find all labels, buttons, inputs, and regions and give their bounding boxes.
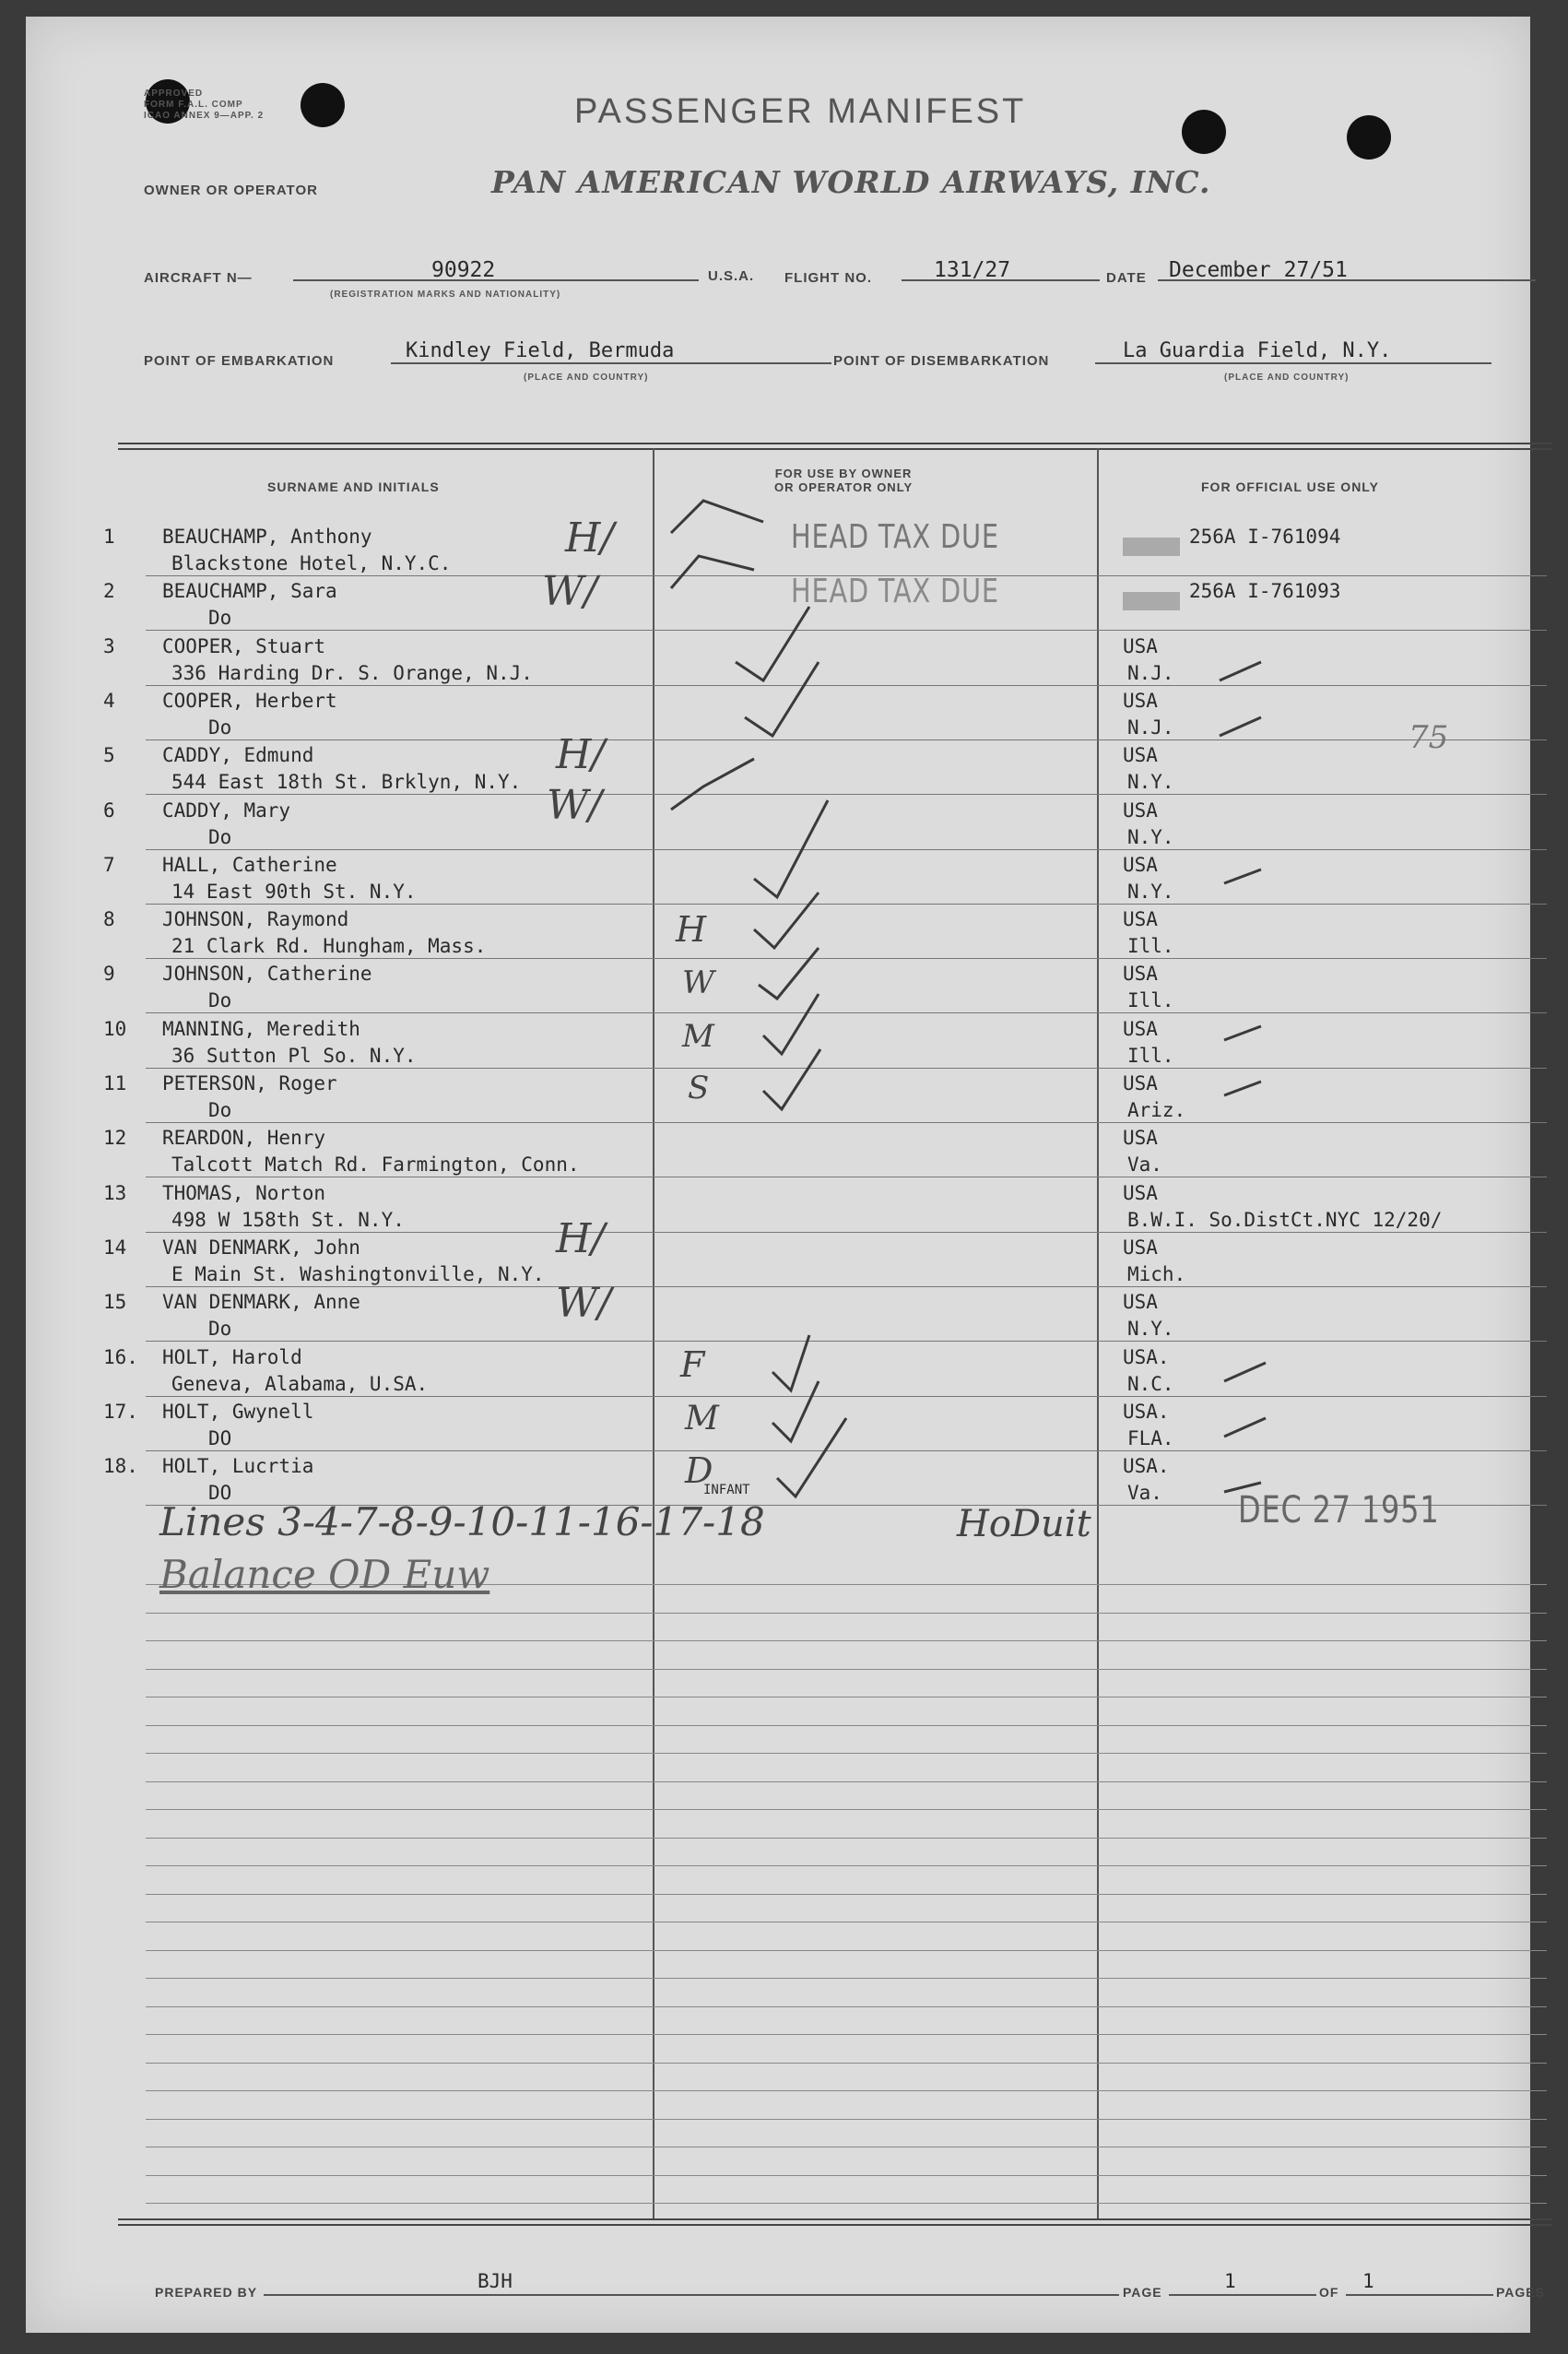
check-mark-icon bbox=[1220, 717, 1261, 736]
passenger-name: THOMAS, Norton bbox=[162, 1181, 326, 1204]
disembark-label: POINT OF DISEMBARKATION bbox=[833, 353, 1050, 369]
handwritten-mark: W/ bbox=[542, 568, 598, 615]
aircraft-caption: (REGISTRATION MARKS AND NATIONALITY) bbox=[330, 290, 561, 300]
passenger-address: Do bbox=[208, 716, 232, 739]
disembark-value: La Guardia Field, N.Y. bbox=[1123, 339, 1392, 362]
passenger-name: VAN DENMARK, John bbox=[162, 1236, 360, 1259]
official-entry: Va. bbox=[1127, 1482, 1162, 1505]
check-mark-icon bbox=[777, 1418, 846, 1496]
passenger-name: HOLT, Lucrtia bbox=[162, 1455, 314, 1478]
row-number: 7 bbox=[103, 853, 115, 876]
official-entry: Mich. bbox=[1127, 1262, 1186, 1285]
check-mark-icon bbox=[1224, 1082, 1261, 1095]
handwritten-initial: H bbox=[676, 909, 707, 950]
passenger-address: 36 Sutton Pl So. N.Y. bbox=[171, 1044, 417, 1067]
official-entry: USA bbox=[1123, 908, 1158, 931]
official-entry: Ill. bbox=[1127, 989, 1174, 1012]
official-entry: USA. bbox=[1123, 1455, 1170, 1478]
check-mark-icon bbox=[754, 893, 819, 948]
row-number: 14 bbox=[103, 1236, 127, 1259]
handwritten-initial: F bbox=[680, 1344, 705, 1385]
handwritten-summary: Lines 3-4-7-8-9-10-11-16-17-18 bbox=[159, 1499, 765, 1544]
check-mark-icon bbox=[1224, 1418, 1266, 1437]
date-value: December 27/51 bbox=[1169, 258, 1348, 282]
passenger-address: Do bbox=[208, 1318, 232, 1341]
handwritten-initial: W bbox=[682, 964, 714, 1001]
passenger-name: HALL, Catherine bbox=[162, 853, 337, 876]
handwritten-mark: W/ bbox=[556, 1280, 612, 1327]
infant-note: INFANT bbox=[703, 1483, 750, 1497]
row-number: 13 bbox=[103, 1181, 127, 1204]
passenger-address: Do bbox=[208, 607, 232, 630]
prepared-by-value: BJH bbox=[477, 2270, 513, 2292]
official-entry: B.W.I. So.DistCt.NYC 12/20/ bbox=[1127, 1208, 1443, 1231]
passenger-address: Talcott Match Rd. Farmington, Conn. bbox=[171, 1153, 580, 1177]
passenger-address: DO bbox=[208, 1482, 232, 1505]
check-mark-icon bbox=[772, 1381, 819, 1441]
passenger-address: 14 East 90th St. N.Y. bbox=[171, 880, 417, 903]
head-tax-stamp: HEAD TAX DUE bbox=[791, 518, 999, 556]
of-value: 1 bbox=[1362, 2270, 1374, 2292]
handwritten-initial: M bbox=[685, 1400, 719, 1437]
check-mark-icon bbox=[671, 556, 754, 588]
check-mark-icon bbox=[745, 662, 819, 736]
passenger-address: Blackstone Hotel, N.Y.C. bbox=[171, 552, 452, 574]
passenger-name: JOHNSON, Raymond bbox=[162, 908, 349, 931]
passenger-address: 498 W 158th St. N.Y. bbox=[171, 1208, 405, 1231]
handwritten-balance-note: Balance OD Euw bbox=[159, 1552, 490, 1597]
disembark-caption: (PLACE AND COUNTRY) bbox=[1224, 373, 1350, 383]
passenger-address: 21 Clark Rd. Hungham, Mass. bbox=[171, 935, 487, 958]
row-number: 8 bbox=[103, 908, 115, 931]
official-entry: 256A I-761094 bbox=[1189, 526, 1341, 548]
pages-label: PAGES bbox=[1496, 2285, 1545, 2300]
page-title: PASSENGER MANIFEST bbox=[574, 92, 1027, 131]
passenger-name: COOPER, Herbert bbox=[162, 689, 337, 712]
passenger-name: CADDY, Mary bbox=[162, 798, 291, 822]
official-entry: Ill. bbox=[1127, 935, 1174, 958]
table-bottom-border bbox=[118, 2218, 1552, 2226]
check-marks-layer bbox=[26, 17, 1530, 2333]
handwritten-number: 75 bbox=[1409, 719, 1449, 756]
embark-caption: (PLACE AND COUNTRY) bbox=[524, 373, 649, 383]
form-note-line: FORM F.A.L. COMP bbox=[144, 100, 243, 110]
official-entry: Ariz. bbox=[1127, 1099, 1186, 1121]
manifest-paper bbox=[26, 17, 1545, 2333]
check-mark-icon bbox=[671, 501, 763, 533]
column-header-owner-line: OR OPERATOR ONLY bbox=[774, 480, 914, 494]
handwritten-mark: H/ bbox=[565, 515, 615, 562]
row-number: 3 bbox=[103, 634, 115, 657]
row-number: 15 bbox=[103, 1291, 127, 1314]
row-number: 9 bbox=[103, 963, 115, 986]
check-mark-icon bbox=[1220, 662, 1261, 680]
owner-label: OWNER OR OPERATOR bbox=[144, 183, 318, 198]
row-number: 18. bbox=[103, 1455, 138, 1478]
passenger-name: COOPER, Stuart bbox=[162, 634, 326, 657]
row-number: 2 bbox=[103, 580, 115, 603]
prepared-by-label: PREPARED BY bbox=[155, 2285, 258, 2300]
row-number: 4 bbox=[103, 689, 115, 712]
passenger-name: BEAUCHAMP, Anthony bbox=[162, 526, 372, 548]
page-value: 1 bbox=[1224, 2270, 1236, 2292]
official-entry: N.Y. bbox=[1127, 880, 1174, 903]
passenger-name: PETERSON, Roger bbox=[162, 1072, 337, 1094]
passenger-name: BEAUCHAMP, Sara bbox=[162, 580, 337, 603]
official-entry: N.J. bbox=[1127, 661, 1174, 684]
flight-label: FLIGHT NO. bbox=[784, 270, 872, 286]
passenger-address: E Main St. Washingtonville, N.Y. bbox=[171, 1262, 545, 1285]
official-entry: 256A I-761093 bbox=[1189, 580, 1341, 603]
official-entry: USA bbox=[1123, 634, 1158, 657]
official-entry: N.Y. bbox=[1127, 825, 1174, 848]
row-number: 10 bbox=[103, 1017, 127, 1040]
passenger-address: 544 East 18th St. Brklyn, N.Y. bbox=[171, 771, 522, 794]
passenger-name: MANNING, Meredith bbox=[162, 1017, 360, 1040]
check-mark-icon bbox=[736, 607, 809, 680]
passenger-address: Geneva, Alabama, U.SA. bbox=[171, 1372, 429, 1395]
row-number: 17. bbox=[103, 1400, 138, 1423]
column-header-owner-line: FOR USE BY OWNER bbox=[774, 467, 913, 480]
official-entry: USA bbox=[1123, 689, 1158, 712]
handwritten-mark: H/ bbox=[556, 1215, 606, 1262]
check-mark-icon bbox=[1224, 1483, 1261, 1492]
date-label: DATE bbox=[1106, 270, 1147, 286]
official-entry: USA bbox=[1123, 1236, 1158, 1259]
embark-value: Kindley Field, Bermuda bbox=[406, 339, 675, 362]
passenger-name: JOHNSON, Catherine bbox=[162, 963, 372, 986]
check-mark-icon bbox=[763, 1049, 820, 1109]
official-entry: N.C. bbox=[1127, 1372, 1174, 1395]
row-number: 1 bbox=[103, 526, 115, 548]
date-received-stamp: DEC 27 1951 bbox=[1238, 1489, 1440, 1532]
aircraft-value: 90922 bbox=[431, 258, 496, 282]
row-number: 12 bbox=[103, 1127, 127, 1150]
passenger-name: HOLT, Gwynell bbox=[162, 1400, 314, 1423]
check-mark-icon bbox=[671, 759, 754, 810]
head-tax-stamp: HEAD TAX DUE bbox=[791, 573, 999, 610]
check-mark-icon bbox=[772, 1335, 809, 1390]
check-mark-icon bbox=[759, 948, 819, 999]
official-entry: Va. bbox=[1127, 1153, 1162, 1177]
passenger-address: Do bbox=[208, 825, 232, 848]
official-entry: USA bbox=[1123, 798, 1158, 822]
usa-label: U.S.A. bbox=[708, 268, 755, 284]
aircraft-label: AIRCRAFT N— bbox=[144, 270, 253, 286]
official-entry: USA bbox=[1123, 1291, 1158, 1314]
row-number: 16. bbox=[103, 1345, 138, 1368]
official-entry: USA. bbox=[1123, 1400, 1170, 1423]
column-header-surname: SURNAME AND INITIALS bbox=[267, 479, 440, 494]
official-entry: N.Y. bbox=[1127, 1318, 1174, 1341]
embark-label: POINT OF EMBARKATION bbox=[144, 353, 335, 369]
official-entry: N.J. bbox=[1127, 716, 1174, 739]
handwritten-mark: H/ bbox=[556, 731, 606, 778]
official-entry: USA bbox=[1123, 1127, 1158, 1150]
check-mark-icon bbox=[1224, 869, 1261, 883]
official-entry: Ill. bbox=[1127, 1044, 1174, 1067]
passenger-name: HOLT, Harold bbox=[162, 1345, 302, 1368]
handwritten-signature: HoDuit bbox=[957, 1503, 1091, 1545]
handwritten-initial: M bbox=[682, 1018, 714, 1055]
official-entry: USA bbox=[1123, 1181, 1158, 1204]
flight-value: 131/27 bbox=[934, 258, 1011, 282]
official-entry: USA. bbox=[1123, 1345, 1170, 1368]
row-number: 11 bbox=[103, 1072, 127, 1094]
official-entry: USA bbox=[1123, 744, 1158, 767]
passenger-address: Do bbox=[208, 989, 232, 1012]
handwritten-mark: W/ bbox=[547, 782, 603, 829]
official-entry: USA bbox=[1123, 1072, 1158, 1094]
official-entry: N.Y. bbox=[1127, 771, 1174, 794]
passenger-name: REARDON, Henry bbox=[162, 1127, 326, 1150]
check-mark-icon bbox=[1224, 1363, 1266, 1381]
passenger-address: Do bbox=[208, 1099, 232, 1121]
official-entry: FLA. bbox=[1127, 1426, 1174, 1449]
row-number: 6 bbox=[103, 798, 115, 822]
passenger-address: 336 Harding Dr. S. Orange, N.J. bbox=[171, 661, 533, 684]
passenger-name: VAN DENMARK, Anne bbox=[162, 1291, 360, 1314]
official-entry: USA bbox=[1123, 963, 1158, 986]
handwritten-initial: D bbox=[685, 1450, 713, 1491]
passenger-name: CADDY, Edmund bbox=[162, 744, 314, 767]
owner-value: PAN AMERICAN WORLD AIRWAYS, INC. bbox=[491, 164, 1211, 200]
check-mark-icon bbox=[754, 800, 828, 897]
column-header-official: FOR OFFICIAL USE ONLY bbox=[1201, 479, 1379, 494]
official-entry: USA bbox=[1123, 853, 1158, 876]
check-mark-icon bbox=[763, 994, 819, 1054]
row-number: 5 bbox=[103, 744, 115, 767]
check-mark-icon bbox=[1224, 1026, 1261, 1040]
form-note-line: APPROVED bbox=[144, 89, 204, 99]
passenger-address: DO bbox=[208, 1426, 232, 1449]
handwritten-initial: S bbox=[688, 1070, 710, 1106]
of-label: OF bbox=[1319, 2285, 1339, 2300]
page-label: PAGE bbox=[1123, 2285, 1162, 2300]
form-note-line: ICAO ANNEX 9—APP. 2 bbox=[144, 111, 265, 121]
official-entry: USA bbox=[1123, 1017, 1158, 1040]
